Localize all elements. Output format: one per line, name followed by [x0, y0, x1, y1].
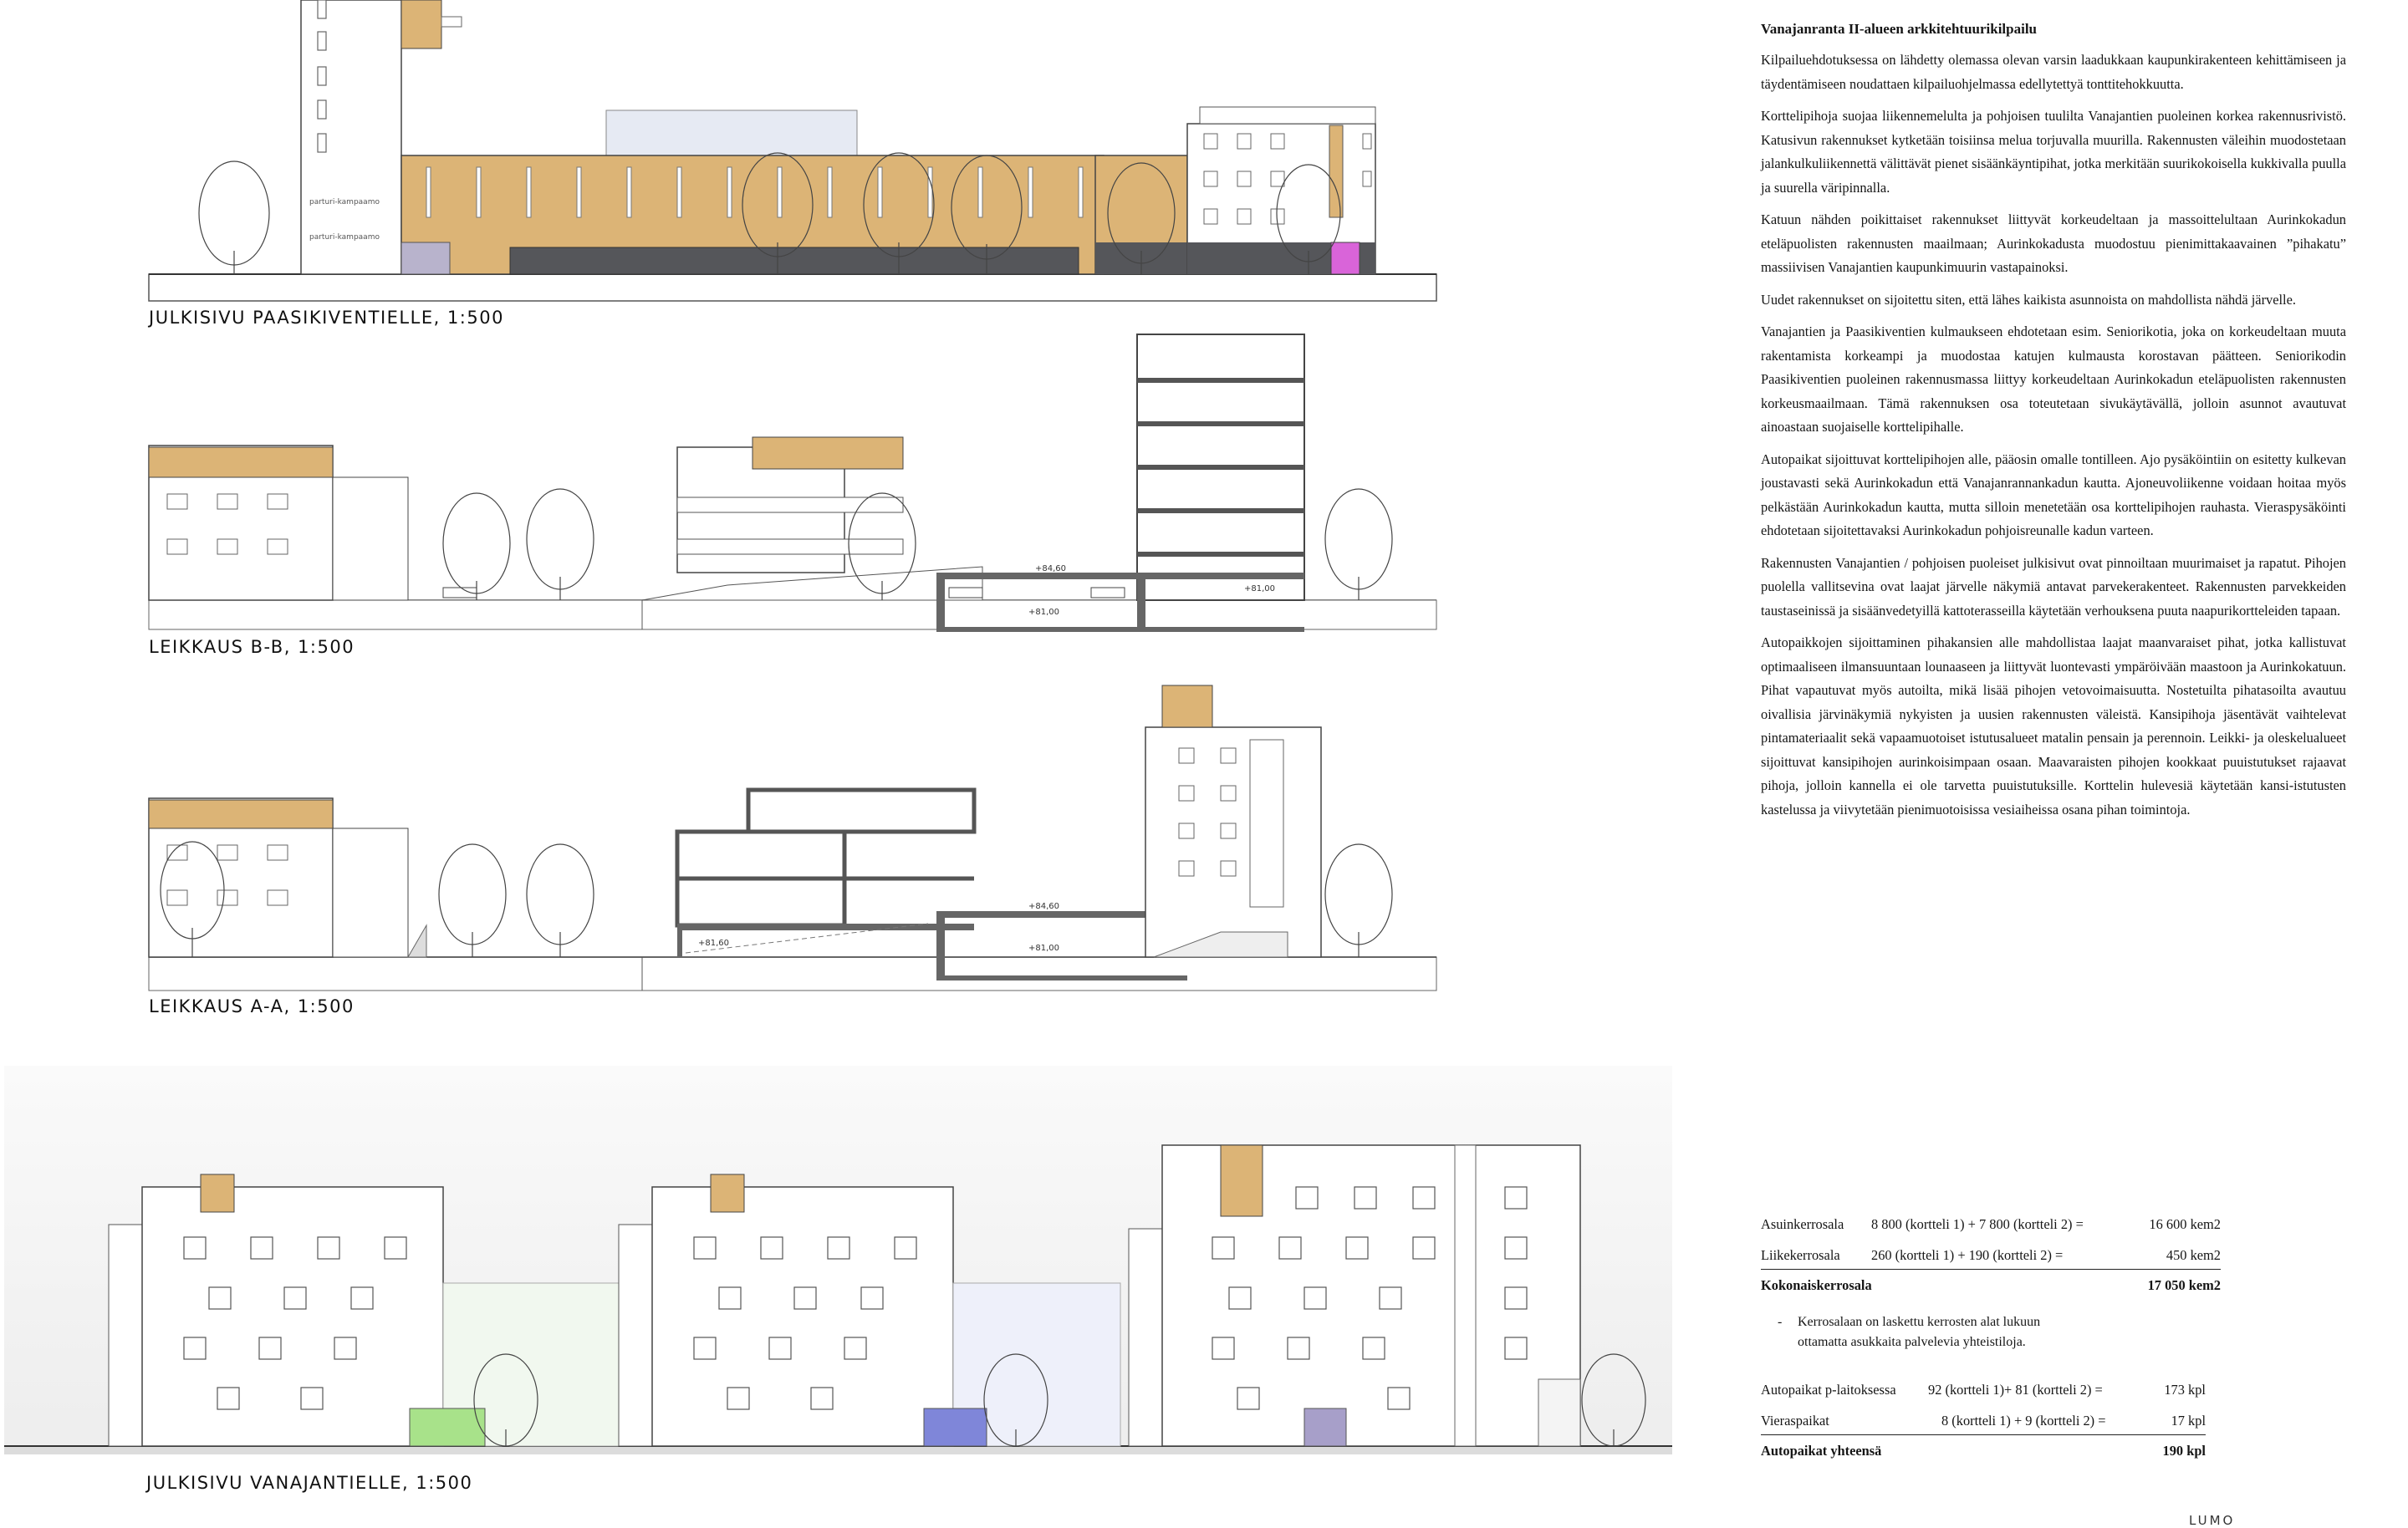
paragraph-1: Kilpailuehdotuksessa on lähdetty olemassa olevan varsin laadukkaan kaupunkirakenteen kehittämiseen ja täydentämiseen noudattaen kilpailuohjelmassa edellytettyä tonttitehokkuutta. [1761, 52, 2346, 92]
row-autopaikat-laitos: Autopaikat p-laitoksessa 92 (kortteli 1)+ 81 (kortteli 2) = 173 kpl [1761, 1382, 2206, 1398]
area-table [1761, 1209, 2221, 1466]
section-aa [142, 681, 1446, 999]
level-aa-left: +81,60 [698, 939, 730, 948]
paragraph-5: Vanajantien ja Paasikiventien kulmaukseen ehdotetaan esim. Seniorikotia, joka on korkeudeltaan muuta rakentamista korkeampi ja muodostaa katujen kulmausta korostavan päätteen. Seniorikodin Paasikiventien puoleinen rakennusmassa liittyy korkeudeltaan Aurinkokadun eteläpuolisten rakennusten korkeusmaailmaan. Tämä rakennuksen osa toteutetaan sivukäytävällä, jolloin asunnot avautuvat ainoastaan suojaiselle korttelipihalle. [1761, 323, 2346, 435]
shop-sign-2: parturi-kampaamo [309, 233, 380, 242]
caption-leikkaus-bb: LEIKKAUS B-B, 1:500 [149, 637, 355, 657]
row-vieraspaikat: Vieraspaikat 8 (kortteli 1) + 9 (kortteli 2) = 17 kpl [1761, 1405, 2206, 1435]
row-liikekerrosala: Liikekerrosala 260 (kortteli 1) + 190 (kortteli 2) = 450 kem2 [1761, 1240, 2221, 1270]
paragraph-6: Autopaikat sijoittuvat korttelipihojen alle, pääosin omalle tontilleen. Ajo pysäköintiin on esitetty kulkevan joustavasti sekä Aurinkokadun että Vanajanrannankadun kautta. Ajoneuvoliikenne voidaan hoitaa myös pelkästään Aurinkokadun kautta, mutta silloin menetetään osa korttelipihojen rauhasta. Vieraspysäköinti ehdotetaan sijoitettavaksi Aurinkokadun pohjoisreunalle kadun varteen. [1761, 451, 2346, 538]
level-aa-yard: +84,60 [1028, 902, 1060, 911]
paragraph-2: Korttelipihoja suojaa liikennemelulta ja pohjoisen tuulilta Vanajantien puoleinen korkea rakennusrivistö. Katusivun rakennukset kytketään toisiinsa melua torjuvalla muurilla. Rakennusten väleihin muodostetaan jalankulkuliikennettä välittävät pienet sisäänkäyntipihat, jotka merkitään suurikokoisella kukkivalla puulla ja suurella väripinnalla. [1761, 108, 2346, 196]
row-autopaikat-yhteensa: Autopaikat yhteensä 190 kpl [1761, 1443, 2206, 1459]
caption-vanajantie: JULKISIVU VANAJANTIELLE, 1:500 [146, 1473, 473, 1493]
level-aa-garage: +81,00 [1028, 944, 1060, 953]
paragraph-8: Autopaikkojen sijoittaminen pihakansien alle mahdollistaa laajat maanvaraiset pihat, jotka kallistuvat optimaaliseen ilmansuuntaan lounaaseen ja liittyvät luontevasti ympäröivään maastoon ja Aurinkokatuun. Pihat vapautuvat myös autoilta, mikä lisää pihojen vetovoimaisuutta. Nostetuilta pihatasoilta avautuu oivallisia järvinäkymiä nykyisten ja uusien rakennusten väleistä. Kansipihoja jäsentävät vaihtelevat pintamateriaalit sekä vapaamuotoiset istutusalueet matalin pensain ja perennoin. Leikki- ja oleskelualueet sijoittuvat kansipihojen aurinkoisimpaan osaan. Maavaraisten pihojen kookkaat puuistutukset rajaavat pihoja, jolloin kannella ei ole tarvetta puuistutuksille. Korttelin hulevesiä käytetään kansi-istutusten kastelussa ja viivytetään pienimuotoisissa vesiaiheissa osana pihan toimintoja. [1761, 634, 2346, 817]
area-note: - Kerrosalaan on laskettu kerrosten alat lukuun ottamatta asukkaita palvelevia yhteistiloja. [1778, 1315, 2041, 1349]
paragraph-7: Rakennusten Vanajantien / pohjoisen puoleiset julkisivut ovat pinnoiltaan muurimaiset ja rapatut. Pihojen puolella vallitsevina ovat laajat järvelle näkymiä antavat parvekerakenteet. Rakennusten parvekkeiden taustaseinissä ja sisäänvedetyillä kattoterasseilla käytetään verhouksena puuta naapurikortteleiden tapaan. [1761, 554, 2346, 619]
paragraph-3: Katuun nähden poikittaiset rakennukset liittyvät korkeudeltaan ja massoittelultaan Aurinkokadun eteläpuolisten rakennusten maailmaan; Aurinkokadusta muodostuu pienimittakaavainen ”pihakatu” massiivisen Vanajantien kaupunkimuurin vastapainoksi. [1761, 211, 2346, 275]
level-bb-garage: +81,00 [1028, 608, 1060, 617]
caption-paasikiventie: JULKISIVU PAASIKIVENTIELLE, 1:500 [149, 308, 504, 328]
row-kokonaiskerrosala: Kokonaiskerrosala 17 050 kem2 [1761, 1277, 2221, 1293]
section-bb [142, 330, 1446, 639]
shop-sign-1: parturi-kampaamo [309, 198, 380, 206]
elevation-vanajantie [0, 1062, 1681, 1454]
row-asuinkerrosala: Asuinkerrosala 8 800 (kortteli 1) + 7 800 (kortteli 2) = 16 600 kem2 [1761, 1216, 2221, 1232]
caption-leikkaus-aa: LEIKKAUS A-A, 1:500 [149, 996, 355, 1016]
logo-text: LUMO [2189, 1513, 2236, 1528]
description-title: Vanajanranta II-alueen arkkitehtuurikilpailu [1761, 21, 2037, 37]
elevation-paasikiventie [142, 0, 1446, 309]
level-bb-yard: +84,60 [1035, 564, 1067, 573]
level-bb-street: +81,00 [1244, 584, 1276, 593]
paragraph-4: Uudet rakennukset on sijoitettu siten, että lähes kaikista asunnoista on mahdollista nähdä järvelle. [1761, 291, 2296, 308]
description-column [1761, 18, 2346, 830]
